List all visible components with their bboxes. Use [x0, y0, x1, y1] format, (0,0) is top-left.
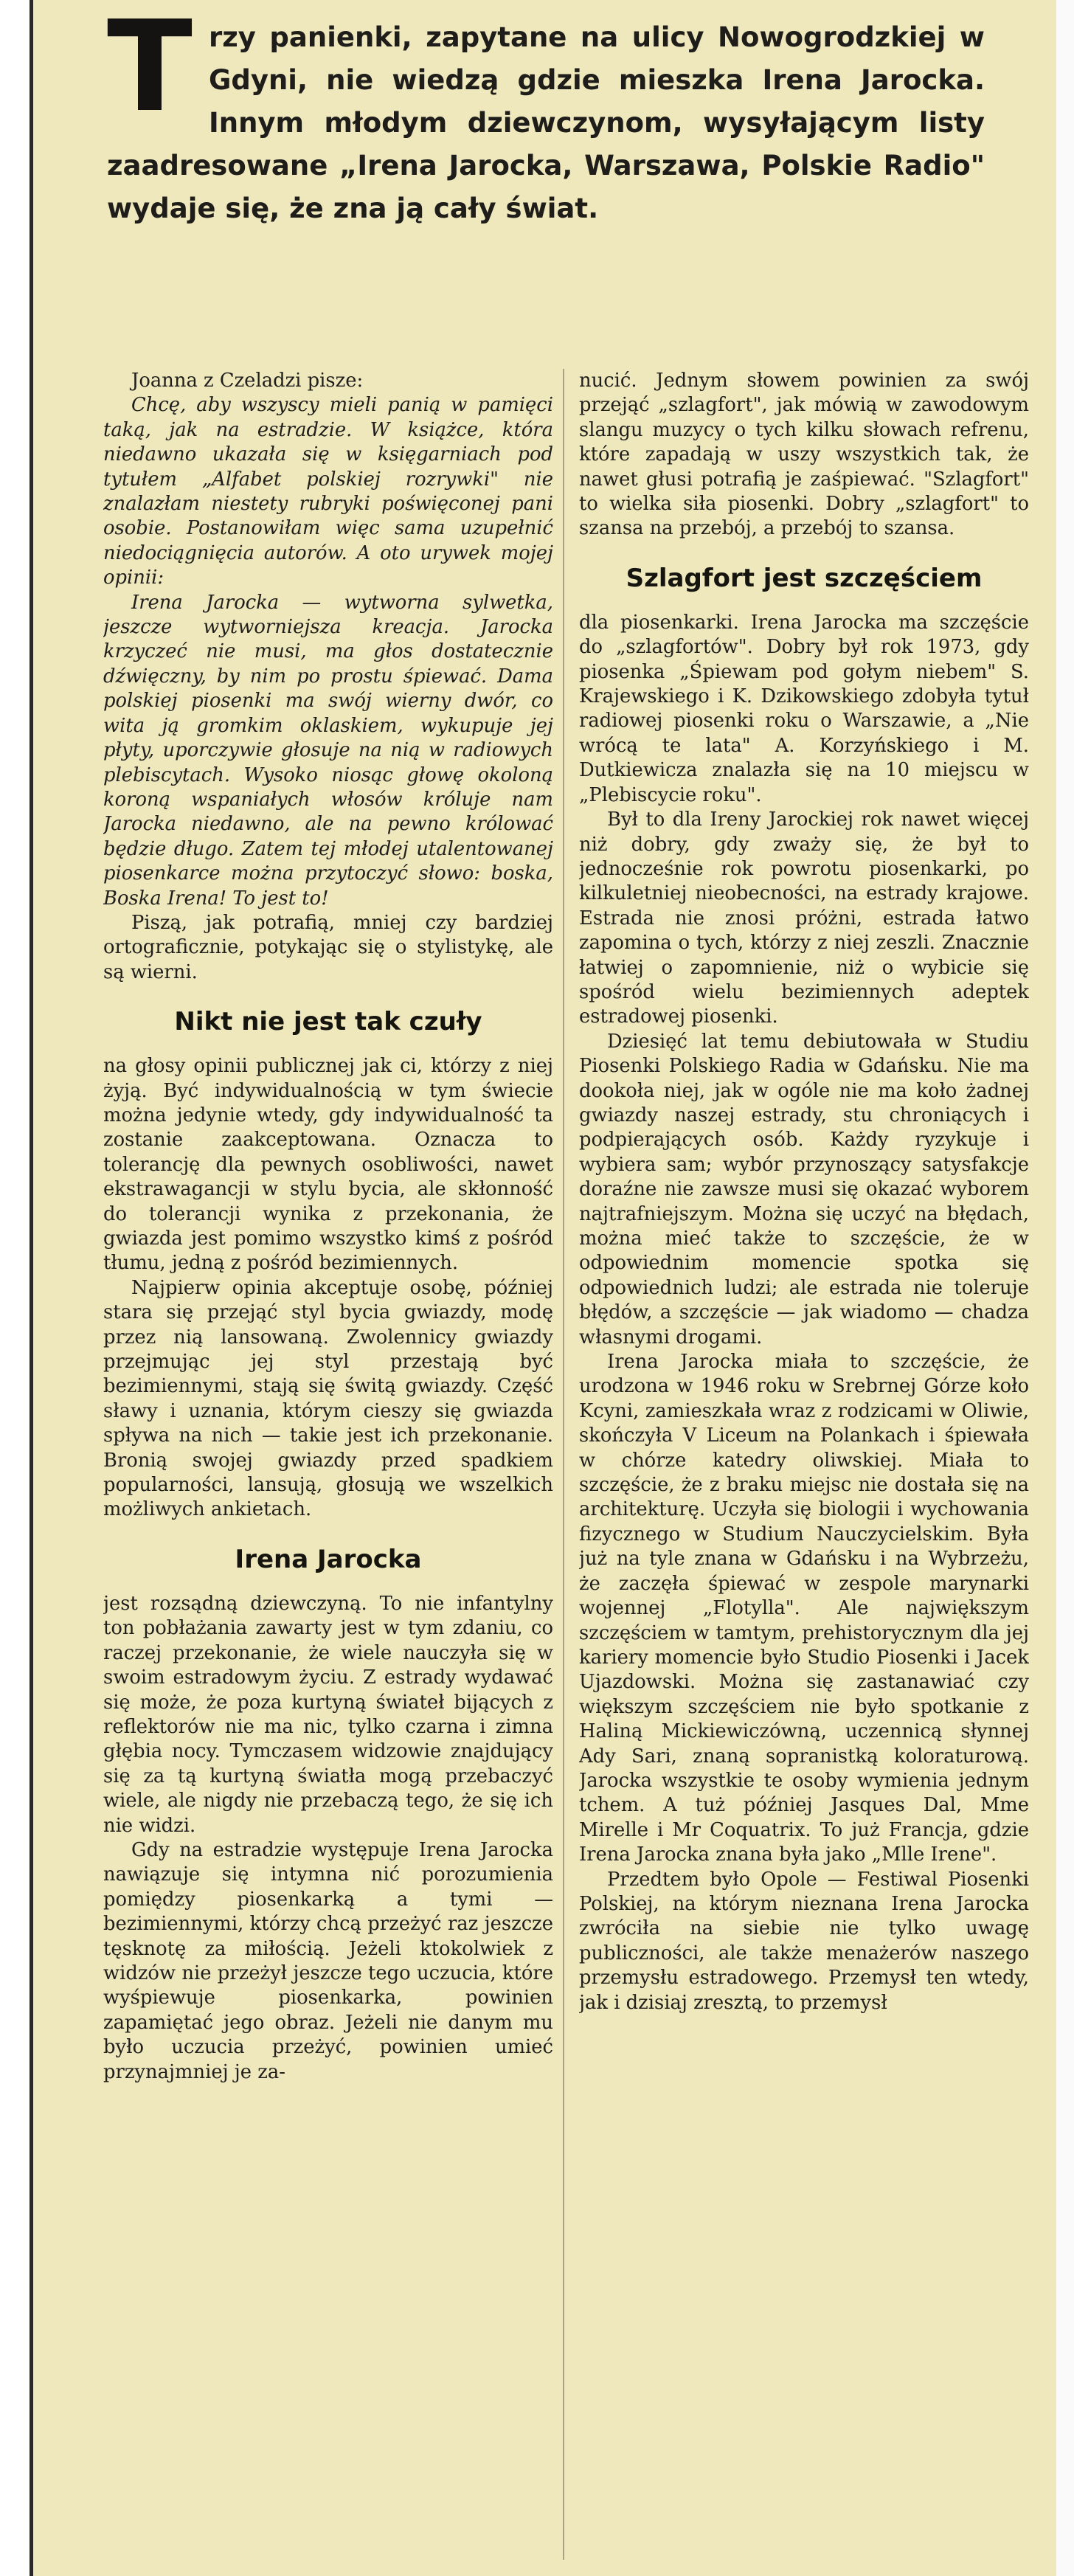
right-column — [579, 369, 1029, 2563]
lede-text: rzy panienki, zapytane na ulicy Nowogrodzkiej w Gdyni, nie wiedzą gdzie mieszka Irena Jarocka. Innym młodym dziewczynom, wysyłającym listy zaadresowane „Irena Jarocka, Warszawa, Polskie Radio" wydaje się, że zna ją cały świat. — [107, 21, 985, 224]
section-heading: Szlagfort jest szczęściem — [626, 563, 983, 593]
body-paragraph: Był to dla Ireny Jarockiej rok nawet więcej niż dobry, gdy zważy się, że był to jednocześnie rok powrotu piosenkarki, po kilkuletniej nieobecności, na estrady krajowe. Estrada nie znosi próżni, estrada łatwo zapomina o tych, którzy z niej zeszli. Znacznie łatwiej o zapomnienie, niż o wybicie się spośród wielu bezimiennych adeptek estradowej piosenki. — [579, 809, 1029, 1028]
left-column — [103, 369, 553, 2563]
lede-paragraph — [107, 0, 985, 230]
letter-quote: Irena Jarocka — wytworna sylwetka, jeszcze wytworniejsza kreacja. Jarocka krzyczeć nie musi, ma głos dostatecznie dźwięczny, by nim po prostu śpiewać. Dama polskiej piosenki ma swój wierny dwór, co wita ją gromkim oklaskiem, wykupuje jej płyty, uporczywie głosuje na nią w radiowych plebiscytach. Wysoko niosąc głowę okoloną koroną wspaniałych włosów króluje nam Jarocka niedawno, ale na pewno królować będzie długo. Zatem tej młodej utalentowanej piosenkarce można przytoczyć słowo: boska, Boska Irena! To jest to! — [103, 591, 553, 910]
body-paragraph: nucić. Jednym słowem powinien za swój przejąć „szlagfort", jak mówią w zawodowym slangu muzycy o tych kilku słowach refrenu, które zapadają w uszy wszystkich tak, że nawet głusi potrafią je zaśpiewać. "Szlagfort" to wielka siła piosenki. Dobry „szlagfort" to szansa na przebój, a przebój to szansa. — [579, 370, 1029, 540]
body-paragraph: Piszą, jak potrafią, mniej czy bardziej ortograficznie, potykając się o stylistykę, ale są wierni. — [103, 911, 553, 983]
letter-quote: Chcę, aby wszyscy mieli panią w pamięci taką, jak na estradzie. W książce, która niedawno ukazała się w księgarniach pod tytułem „Alfabet polskiej rozrywki" nie znalazłam niestety rubryki poświęconej pani osobie. Postanowiłam więc sama uzupełnić niedociągnięcia autorów. A oto urywek mojej opinii: — [103, 394, 553, 589]
scan-margin — [1056, 0, 1074, 2576]
drop-cap: T — [107, 0, 193, 140]
body-paragraph: Dziesięć lat temu debiutowała w Studiu Piosenki Polskiego Radia w Gdańsku. Nie ma dookoła niej, jak w ogóle nie ma koło żadnej gwiazdy naszej estrady, stu chroniących i podpierających osób. Każdy ryzykuje i wybiera sam; wybór przynoszący satysfakcje doraźne nie zawsze musi się okazać wyborem najtrafniejszym. Można się uczyć na błędach, można mieć także to szczęście, że w odpowiednim momencie spotka się odpowiednich ludzi; ale estrada nie toleruje błędów, a szczęście — jak wiadomo — chadza własnymi drogami. — [579, 1030, 1029, 1348]
body-paragraph: na głosy opinii publicznej jak ci, którzy z niej żyją. Być indywidualnością w tym świecie można jedynie wtedy, gdy indywidualność ta zostanie zaakceptowana. Oznacza to tolerancję dla pewnych osobliwości, nawet ekstrawagancji w stylu bycia, ale skłonność do tolerancji wynika z przekonania, że gwiazda jest pomimo wszystko kimś z pośród tłumu, jedną z pośród bezimiennych. — [103, 1055, 553, 1275]
body-paragraph: Przedtem było Opole — Festiwal Piosenki Polskiej, na którym nieznana Irena Jarocka zwróciła na siebie nie tylko uwagę publiczności, ale także menażerów naszego przemysłu estradowego. Przemysł ten wtedy, jak i dzisiaj zresztą, to przemysł — [579, 1868, 1029, 2014]
body-paragraph: Najpierw opinia akceptuje osobę, później stara się przejąć styl bycia gwiazdy, modę przez nią lansowaną. Zwolennicy gwiazdy przejmując jej styl przestają być bezimiennymi, stają się świtą gwiazdy. Część sławy i uznania, którym cieszy się gwiazda spływa na nich — takie jest ich przekonanie. Bronią swojej gwiazdy przed spadkiem popularności, lansują, głosują we wszelkich możliwych ankietach. — [103, 1276, 553, 1521]
intro-line: Joanna z Czeladzi pisze: — [131, 370, 364, 392]
body-paragraph: dla piosenkarki. Irena Jarocka ma szczęście do „szlagfortów". Dobry był rok 1973, gdy piosenka „Śpiewam pod gołym niebem" S. Krajewskiego i K. Dzikowskiego zdobyła tytuł radiowej piosenki roku o Warszawie, a „Nie wrócą te lata" A. Korzyńskiego i M. Dutkiewicza znalazła się na 10 miejscu w „Plebiscycie roku". — [579, 611, 1029, 806]
body-paragraph: Irena Jarocka miała to szczęście, że urodzona w 1946 roku w Srebrnej Górze koło Kcyni, zamieszkała wraz z rodzicami w Oliwie, skończyła V Liceum na Polankach i śpiewała w chórze katedry oliwskiej. Miała to szczęście, że z braku miejsc nie dostała się na architekturę. Uczyła się biologii i wychowania fizycznego w Studium Nauczycielskim. Była już na tyle znana w Gdańsku i na Wybrzeżu, że zaczęła śpiewać w zespole marynarki wojennej „Flotylla". Ale największym szczęściem w tamtym, prehistorycznym dla jej kariery momencie było Studio Piosenki i Jacek Ujazdowski. Można się zastanawiać czy większym szczęściem nie było spotkanie z Haliną Mickiewiczówną, uczennicą słynnej Ady Sari, znaną sopranistką koloraturową. Jarocka wszystkie te osoby wymienia jednym tchem. A tuż później Jasques Dal, Mme Mirelle i Mr Coquatrix. To już Francja, gdzie Irena Jarocka znana była jako „Mlle Irene". — [579, 1351, 1029, 1866]
section-heading: Nikt nie jest tak czuły — [174, 1007, 482, 1037]
section-heading: Irena Jarocka — [235, 1544, 422, 1574]
column-divider — [563, 369, 564, 2560]
newspaper-page — [30, 0, 1060, 2576]
body-paragraph: Gdy na estradzie występuje Irena Jarocka nawiązuje się intymna nić porozumienia pomiędzy piosenkarką a tymi — bezimiennymi, którzy chcą przeżyć raz jeszcze tęsknotę za miłością. Jeżeli ktokolwiek z widzów nie przeżył jeszcze tego uczucia, które wyśpiewuje piosenkarka, powinien zapamiętać jego obraz. Jeżeli nie danym mu było uczucia przeżyć, powinien umieć przynajmniej je za- — [103, 1838, 553, 2083]
body-paragraph: jest rozsądną dziewczyną. To nie infantylny ton pobłażania zawarty jest w tym zdaniu, co raczej przekonanie, że wiele nauczyła się w swoim estradowym życiu. Z estrady wydawać się może, że poza kurtyną świateł bijących z reflektorów nie ma nic, tylko czarna i zimna głębia nocy. Tymczasem widzowie znajdujący się za tą kurtyną światła mogą przebaczyć wiele, ale nigdy nie przebaczą tego, że się ich nie widzi. — [103, 1592, 553, 1837]
